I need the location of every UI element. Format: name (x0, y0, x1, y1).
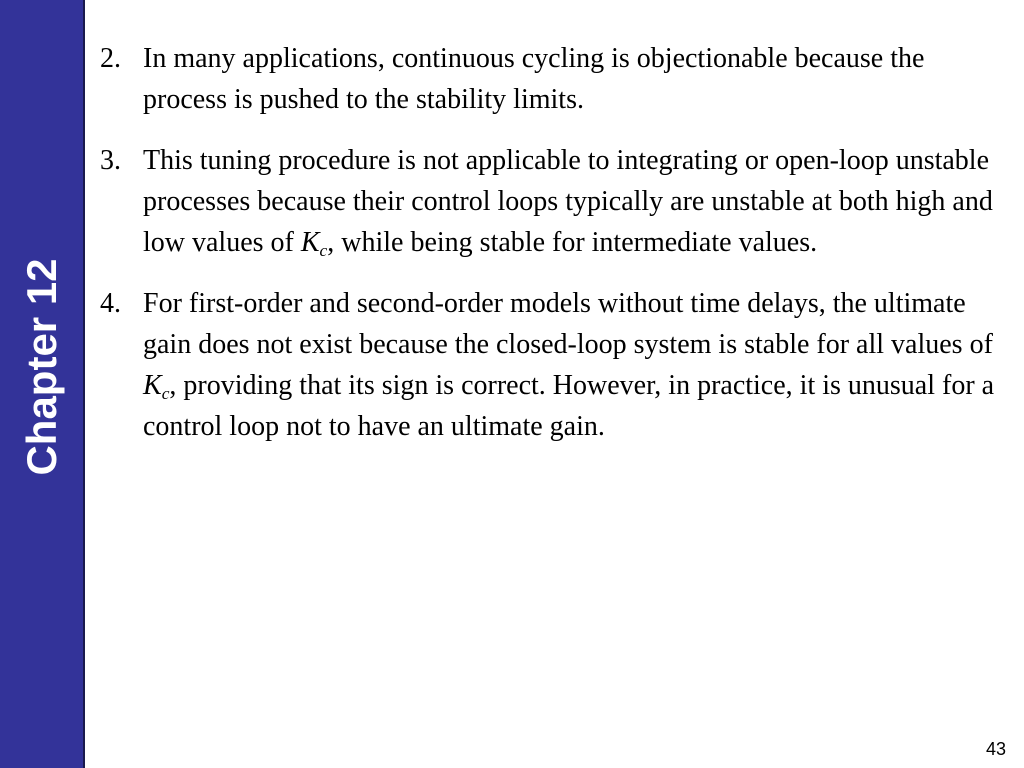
item-paragraph: In many applications, continuous cycling is objectionable because the process is pushed to the stability limits. (143, 43, 925, 115)
item-number: 3. (100, 145, 121, 176)
item-paragraph (143, 140, 1000, 263)
text-segment: For first-order and second-order models without time delays, the ultimate gain does not exist because the closed-loop system is stable for all values of (143, 288, 993, 360)
chapter-sidebar (0, 0, 85, 768)
item-text (143, 140, 1000, 263)
list-item (100, 140, 1000, 263)
item-number: 4. (100, 288, 121, 319)
gain-variable: K (143, 370, 162, 401)
text-segment: This tuning procedure is not applicable to integrating or open-loop unstable processes because their control loops typically are unstable at both high and low values of (143, 145, 993, 258)
gain-variable: K (300, 227, 320, 258)
gain-subscript: c (319, 241, 328, 261)
chapter-label: Chapter 12 (18, 258, 65, 476)
list-item (100, 283, 1000, 447)
slide-content (100, 38, 1000, 467)
page-number: 43 (985, 739, 1006, 759)
item-text (143, 38, 1000, 120)
item-paragraph (143, 283, 1000, 447)
item-text (143, 283, 1000, 447)
text-segment: , providing that its sign is correct. However, in practice, it is unusual for a control loop not to have an ultimate gain. (143, 370, 995, 442)
list-item (100, 38, 1000, 120)
item-number: 2. (100, 43, 121, 74)
gain-subscript: c (161, 384, 170, 404)
text-segment: , while being stable for intermediate values. (327, 227, 818, 258)
